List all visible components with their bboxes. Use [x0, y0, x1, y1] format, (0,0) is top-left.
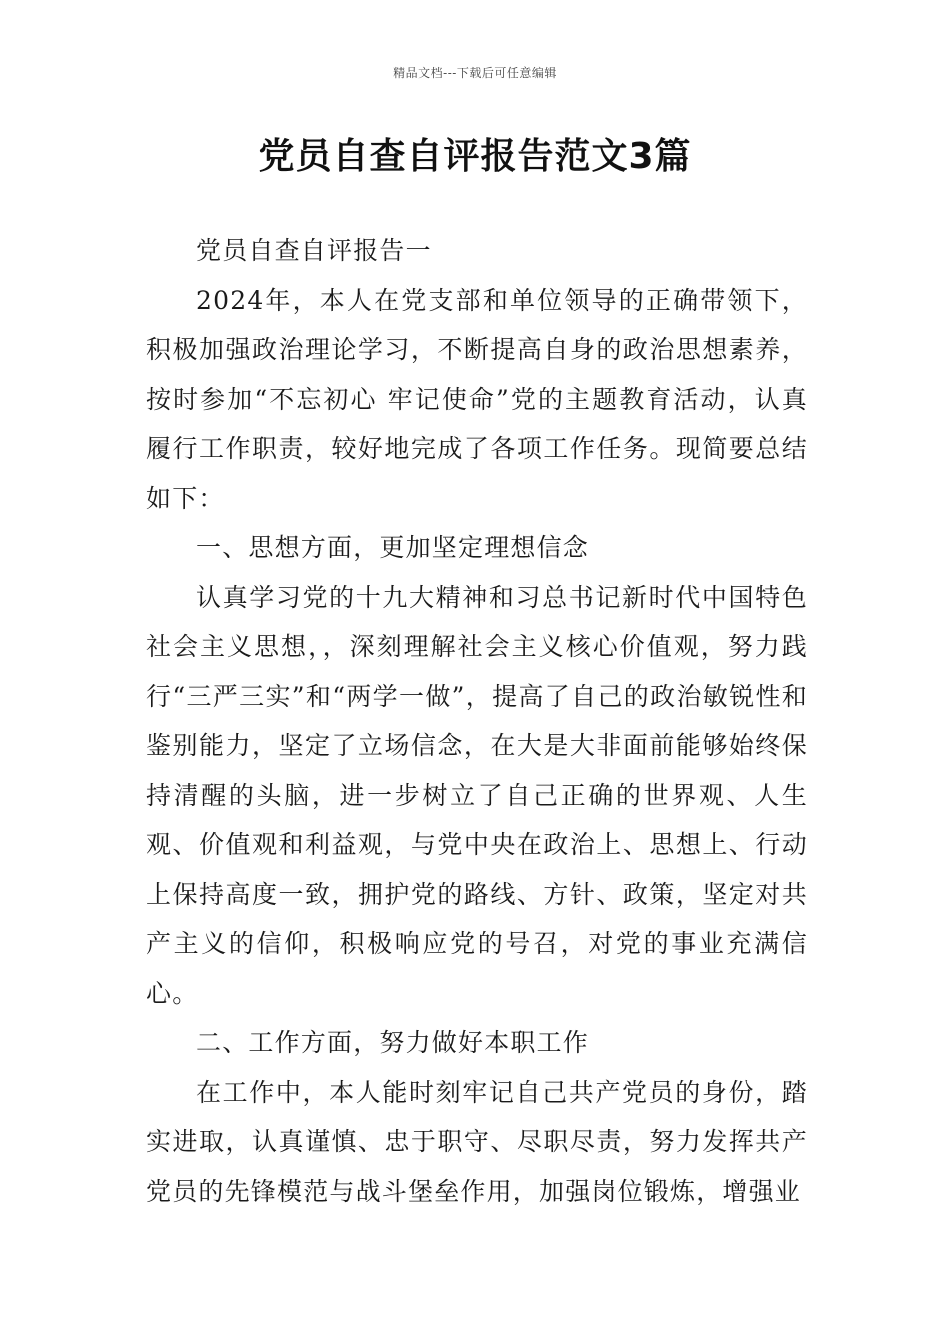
header-note: 精品文档---下载后可任意编辑	[393, 66, 557, 80]
section-heading-thought: 一、思想方面，更加坚定理想信念	[196, 533, 590, 562]
body-paragraph: 认真学习党的十九大精神和习总书记新时代中国特色社会主义思想，，深刻理解社会主义核心价值观，努力践行“三严三实”和“两学一做”，提高了自己的政治敏锐性和鉴别能力，坚定了立场信念，在大是大非面前能够始终保持清醒的头脑，进一步树立了自己正确的世界观、人生观、价值观和利益观，与党中央在政治上、思想上、行动上保持高度一致，拥护党的路线、方针、政策，坚定对共产主义的信仰，积极响应党的号召，对党的事业充满信心。	[146, 582, 808, 1008]
document-body	[146, 226, 808, 1216]
section-heading-report-one: 党员自查自评报告一	[196, 236, 432, 265]
document-title: 党员自查自评报告范文3篇	[258, 136, 692, 177]
section-heading-work: 二、工作方面，努力做好本职工作	[196, 1028, 590, 1057]
body-paragraph: 在工作中，本人能时刻牢记自己共产党员的身份，踏实进取，认真谨慎、忠于职守、尽职尽责，努力发挥共产党员的先锋模范与战斗堡垒作用，加强岗位锻炼，增强业	[146, 1077, 808, 1206]
body-paragraph: 2024年，本人在党支部和单位领导的正确带领下，积极加强政治理论学习，不断提高自身的政治思想素养，按时参加“不忘初心 牢记使命”党的主题教育活动，认真履行工作职责，较好地完成了各项工作任务。现简要总结如下：	[146, 285, 808, 513]
